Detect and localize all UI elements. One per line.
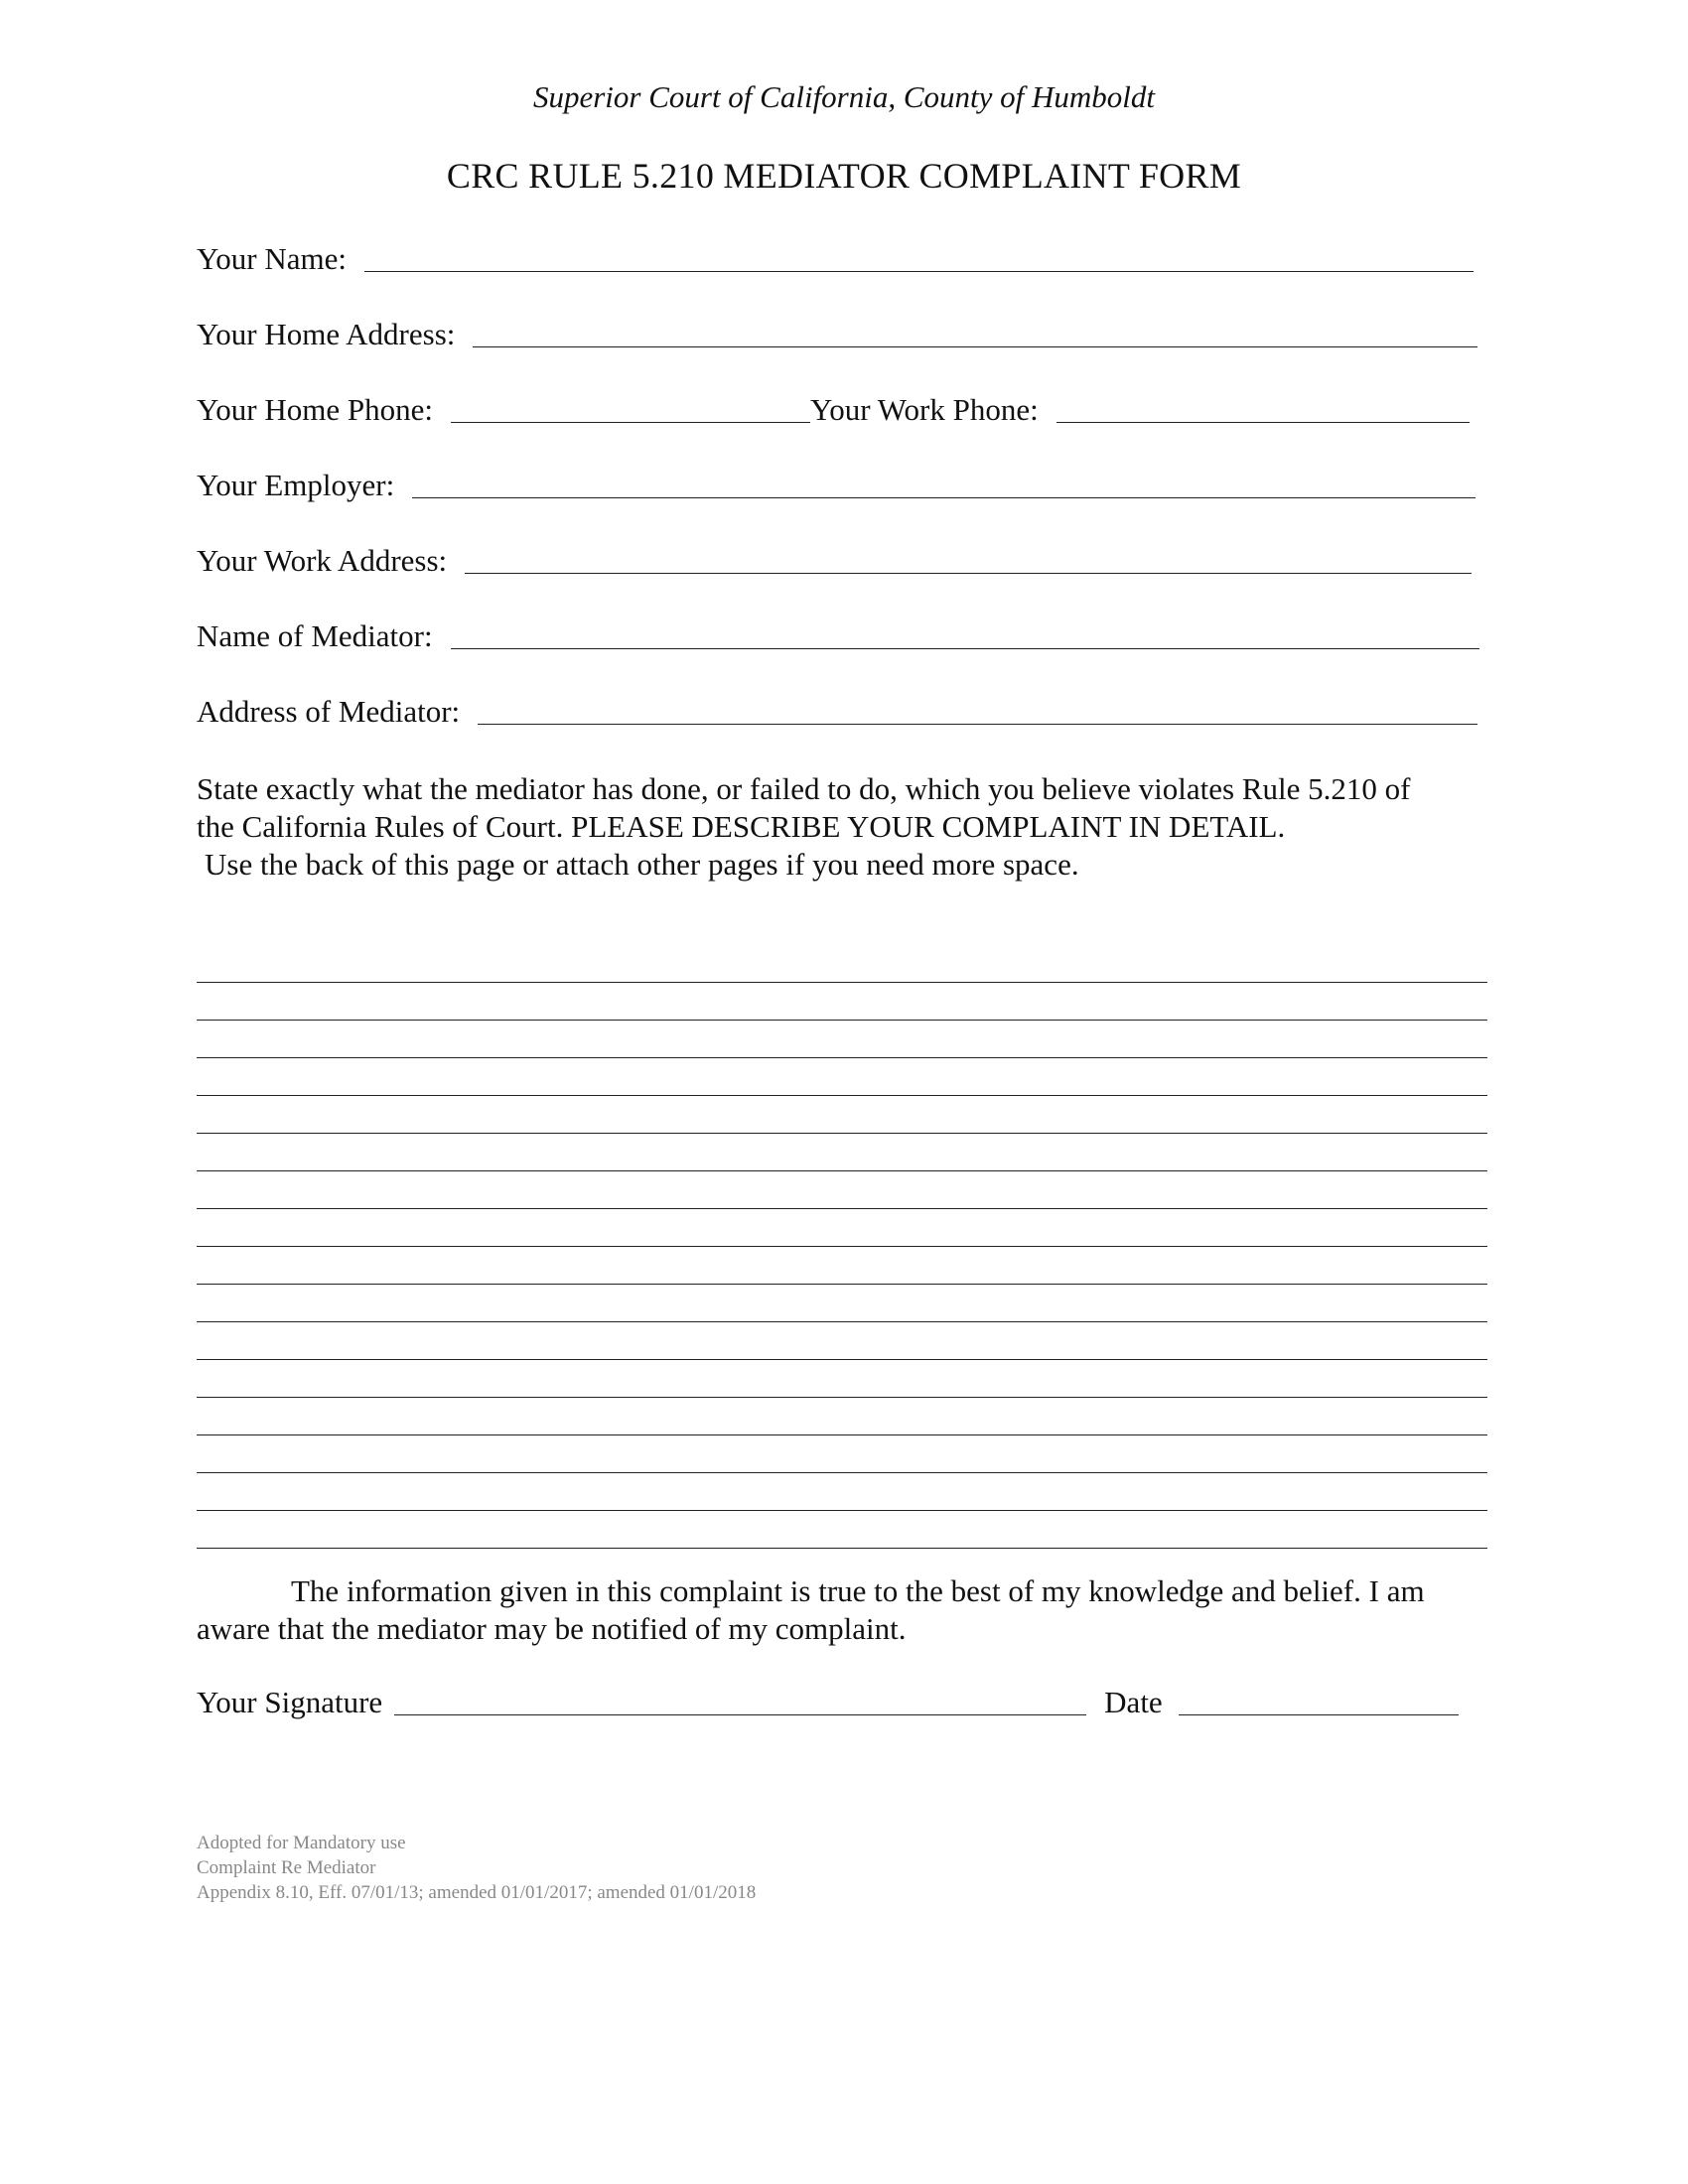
signature-input[interactable] [394, 1685, 1086, 1715]
home-address-label: Your Home Address: [197, 317, 456, 351]
writing-line[interactable] [197, 1134, 1487, 1171]
footer-line-2: Complaint Re Mediator [197, 1857, 376, 1878]
mediator-name-row [197, 612, 1470, 655]
mediator-address-input[interactable] [478, 694, 1477, 725]
date-label: Date [1104, 1685, 1163, 1719]
complaint-instructions [197, 770, 1527, 884]
writing-line[interactable] [197, 983, 1487, 1021]
writing-line[interactable] [197, 1058, 1487, 1096]
instructions-line-1: State exactly what the mediator has done, or failed to do, which you believe violates Rule 5.210 of [197, 771, 1411, 806]
home-phone-label: Your Home Phone: [197, 392, 433, 427]
attestation-line-2: aware that the mediator may be notified of my complaint. [197, 1611, 907, 1646]
date-input[interactable] [1179, 1685, 1459, 1715]
writing-line[interactable] [197, 1322, 1487, 1360]
footer-line-3: Appendix 8.10, Eff. 07/01/13; amended 01/01/2017; amended 01/01/2018 [197, 1882, 757, 1903]
employer-row [197, 461, 1470, 504]
attestation-line-1: The information given in this complaint is true to the best of my knowledge and belief. I am [291, 1573, 1425, 1608]
employer-input[interactable] [412, 468, 1476, 498]
form-title: CRC RULE 5.210 MEDIATOR COMPLAINT FORM [446, 156, 1242, 196]
phone-row [197, 385, 1470, 429]
your-name-input[interactable] [364, 241, 1474, 272]
home-address-input[interactable] [473, 317, 1477, 347]
writing-line[interactable] [197, 1360, 1487, 1398]
work-address-label: Your Work Address: [197, 543, 448, 578]
your-name-label: Your Name: [197, 241, 347, 276]
mediator-address-row [197, 687, 1470, 731]
writing-line[interactable] [197, 1511, 1487, 1549]
form-footer [197, 1831, 756, 1905]
work-address-row [197, 536, 1470, 580]
instructions-line-3: Use the back of this page or attach other pages if you need more space. [205, 847, 1079, 882]
writing-line[interactable] [197, 1285, 1487, 1322]
instructions-line-2: the California Rules of Court. PLEASE DESCRIBE YOUR COMPLAINT IN DETAIL. [197, 809, 1286, 844]
writing-line[interactable] [197, 1435, 1487, 1473]
work-phone-label: Your Work Phone: [809, 392, 1039, 427]
writing-line[interactable] [197, 1209, 1487, 1247]
writing-line[interactable] [197, 1473, 1487, 1511]
writing-line[interactable] [197, 1171, 1487, 1209]
court-name: Superior Court of California, County of Humboldt [532, 79, 1156, 114]
work-address-input[interactable] [465, 543, 1472, 574]
your-name-row [197, 234, 1470, 278]
complaint-writing-area[interactable] [197, 945, 1487, 1549]
home-address-row [197, 310, 1470, 353]
signature-row [197, 1678, 1487, 1721]
mediator-name-label: Name of Mediator: [197, 618, 433, 653]
writing-line[interactable] [197, 1398, 1487, 1435]
mediator-address-label: Address of Mediator: [197, 694, 461, 729]
writing-line[interactable] [197, 1247, 1487, 1285]
employer-label: Your Employer: [197, 468, 395, 502]
writing-line[interactable] [197, 945, 1487, 983]
writing-line[interactable] [197, 1021, 1487, 1058]
footer-line-1: Adopted for Mandatory use [197, 1833, 406, 1853]
signature-label: Your Signature [197, 1685, 383, 1719]
attestation [197, 1572, 1527, 1648]
home-phone-input[interactable] [451, 392, 810, 423]
writing-line[interactable] [197, 1096, 1487, 1134]
work-phone-input[interactable] [1056, 392, 1470, 423]
mediator-name-input[interactable] [451, 618, 1479, 649]
